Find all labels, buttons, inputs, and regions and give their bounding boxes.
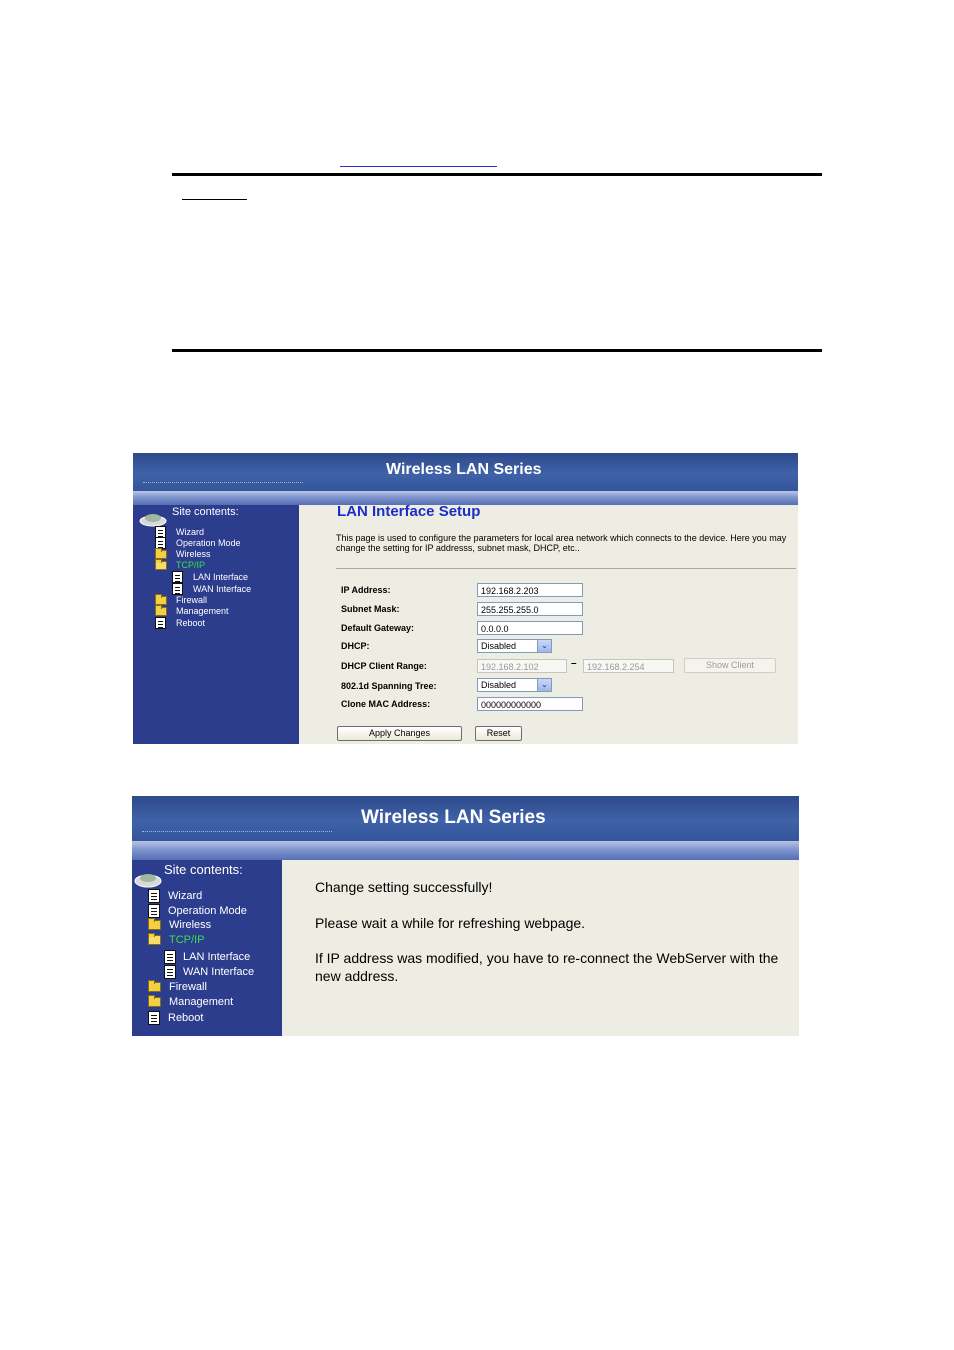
- default-gateway-input[interactable]: 0.0.0.0: [477, 621, 583, 635]
- default-gateway-label: Default Gateway:: [341, 623, 415, 633]
- sidebar-item-label: Management: [176, 606, 229, 616]
- clone-mac-input[interactable]: 000000000000: [477, 697, 583, 711]
- range-separator: –: [571, 658, 577, 669]
- sidebar-item-label: WAN Interface: [193, 584, 252, 594]
- banner-band: [132, 841, 799, 860]
- spanning-tree-select-value: Disabled: [481, 680, 517, 690]
- ip-address-label: IP Address:: [341, 585, 391, 595]
- sidebar-item-label: TCP/IP: [169, 934, 205, 946]
- sidebar-item-operation-mode[interactable]: [148, 904, 247, 918]
- banner: [132, 796, 799, 841]
- ip-address-input[interactable]: 192.168.2.203: [477, 583, 583, 597]
- banner-decoration: [142, 831, 332, 834]
- sidebar: [133, 505, 299, 744]
- sidebar-item-label: Management: [169, 996, 234, 1008]
- success-message: Change setting successfully!: [315, 879, 493, 895]
- dhcp-label: DHCP:: [341, 641, 370, 651]
- folder-icon: [148, 997, 161, 1007]
- page-icon: [164, 950, 176, 964]
- sidebar-item-reboot[interactable]: [155, 617, 205, 629]
- banner: [133, 453, 798, 491]
- document-heading-underline: [182, 199, 247, 200]
- page-description: This page is used to configure the parameters for local area network which connects to the device. Here you may change the setting for IP addresss, subnet mask, DHCP, etc..: [336, 533, 787, 553]
- page-icon: [148, 889, 160, 903]
- page-icon: [164, 965, 176, 979]
- page-icon: [148, 1011, 160, 1025]
- folder-open-icon: [155, 561, 167, 570]
- sidebar: [132, 860, 282, 1036]
- sidebar-item-label: Wizard: [168, 890, 203, 902]
- sidebar-item-label: LAN Interface: [183, 951, 251, 963]
- dhcp-select[interactable]: [477, 639, 552, 653]
- sidebar-item-label: WAN Interface: [183, 966, 255, 978]
- page-title: LAN Interface Setup: [337, 503, 481, 520]
- document-link-underline[interactable]: [340, 166, 497, 167]
- show-client-button[interactable]: Show Client: [684, 658, 776, 673]
- document-top-rule: [172, 173, 822, 176]
- form-divider: [336, 568, 796, 569]
- sidebar-item-wan-interface[interactable]: [172, 583, 251, 595]
- sidebar-item-label: Wireless: [169, 919, 212, 931]
- folder-icon: [155, 596, 167, 605]
- sidebar-item-tcpip[interactable]: [148, 934, 204, 946]
- banner-title: Wireless LAN Series: [361, 807, 546, 828]
- lan-setup-screenshot: [133, 453, 798, 744]
- sidebar-item-wireless[interactable]: [155, 549, 211, 559]
- sidebar-item-management[interactable]: [155, 606, 229, 616]
- sidebar-item-label: LAN Interface: [193, 572, 249, 582]
- sidebar-item-reboot[interactable]: [148, 1011, 203, 1025]
- sidebar-item-wireless[interactable]: [148, 919, 211, 931]
- sidebar-item-label: TCP/IP: [176, 560, 206, 570]
- spanning-tree-select[interactable]: [477, 678, 552, 692]
- sidebar-item-tcpip[interactable]: [155, 560, 205, 570]
- sidebar-item-wizard[interactable]: [148, 889, 202, 903]
- clone-mac-label: Clone MAC Address:: [341, 699, 431, 709]
- sidebar-item-label: Reboot: [168, 1012, 204, 1024]
- page-icon: [172, 583, 183, 595]
- chevron-down-icon[interactable]: ⌄: [537, 679, 551, 691]
- page-icon: [172, 571, 183, 583]
- folder-icon: [148, 982, 161, 992]
- banner-title: Wireless LAN Series: [386, 461, 542, 478]
- sidebar-item-label: Reboot: [176, 618, 206, 628]
- apply-changes-button[interactable]: Apply Changes: [337, 726, 462, 741]
- sidebar-item-label: Wireless: [176, 549, 211, 559]
- dhcp-range-start-input[interactable]: 192.168.2.102: [477, 659, 567, 673]
- folder-open-icon: [148, 935, 161, 945]
- site-globe-icon: [134, 870, 162, 888]
- sidebar-item-firewall[interactable]: [155, 595, 207, 605]
- chevron-down-icon[interactable]: ⌄: [537, 640, 551, 652]
- sidebar-item-lan-interface[interactable]: [164, 950, 250, 964]
- folder-icon: [155, 550, 167, 559]
- dhcp-range-end-input[interactable]: 192.168.2.254: [583, 659, 674, 673]
- dhcp-select-value: Disabled: [481, 641, 517, 651]
- sidebar-item-label: Firewall: [169, 981, 207, 993]
- site-globe-icon: [139, 511, 167, 527]
- sidebar-item-operation-mode[interactable]: [155, 537, 241, 549]
- folder-icon: [155, 607, 167, 616]
- subnet-mask-input[interactable]: 255.255.255.0: [477, 602, 583, 616]
- document-bottom-rule: [172, 349, 822, 352]
- subnet-mask-label: Subnet Mask:: [341, 604, 400, 614]
- page-icon: [155, 617, 166, 629]
- sidebar-item-management[interactable]: [148, 996, 233, 1008]
- sidebar-header: Site contents:: [164, 862, 243, 877]
- dhcp-client-range-label: DHCP Client Range:: [341, 661, 427, 671]
- banner-decoration: [143, 482, 303, 485]
- reset-button[interactable]: Reset: [475, 726, 522, 741]
- sidebar-item-label: Operation Mode: [176, 538, 241, 548]
- page-icon: [148, 904, 160, 918]
- change-success-screenshot: [132, 796, 799, 1036]
- wait-message: Please wait a while for refreshing webpage.: [315, 915, 586, 931]
- sidebar-header: Site contents:: [172, 506, 239, 518]
- folder-icon: [148, 920, 161, 930]
- reconnect-message: If IP address was modified, you have to re-connect the WebServer with the new address.: [315, 950, 779, 984]
- sidebar-item-firewall[interactable]: [148, 981, 207, 993]
- sidebar-item-label: Wizard: [176, 527, 205, 537]
- sidebar-item-wan-interface[interactable]: [164, 965, 254, 979]
- sidebar-item-lan-interface[interactable]: [172, 571, 248, 583]
- sidebar-item-label: Operation Mode: [168, 905, 247, 917]
- spanning-tree-label: 802.1d Spanning Tree:: [341, 681, 437, 691]
- sidebar-item-label: Firewall: [176, 595, 208, 605]
